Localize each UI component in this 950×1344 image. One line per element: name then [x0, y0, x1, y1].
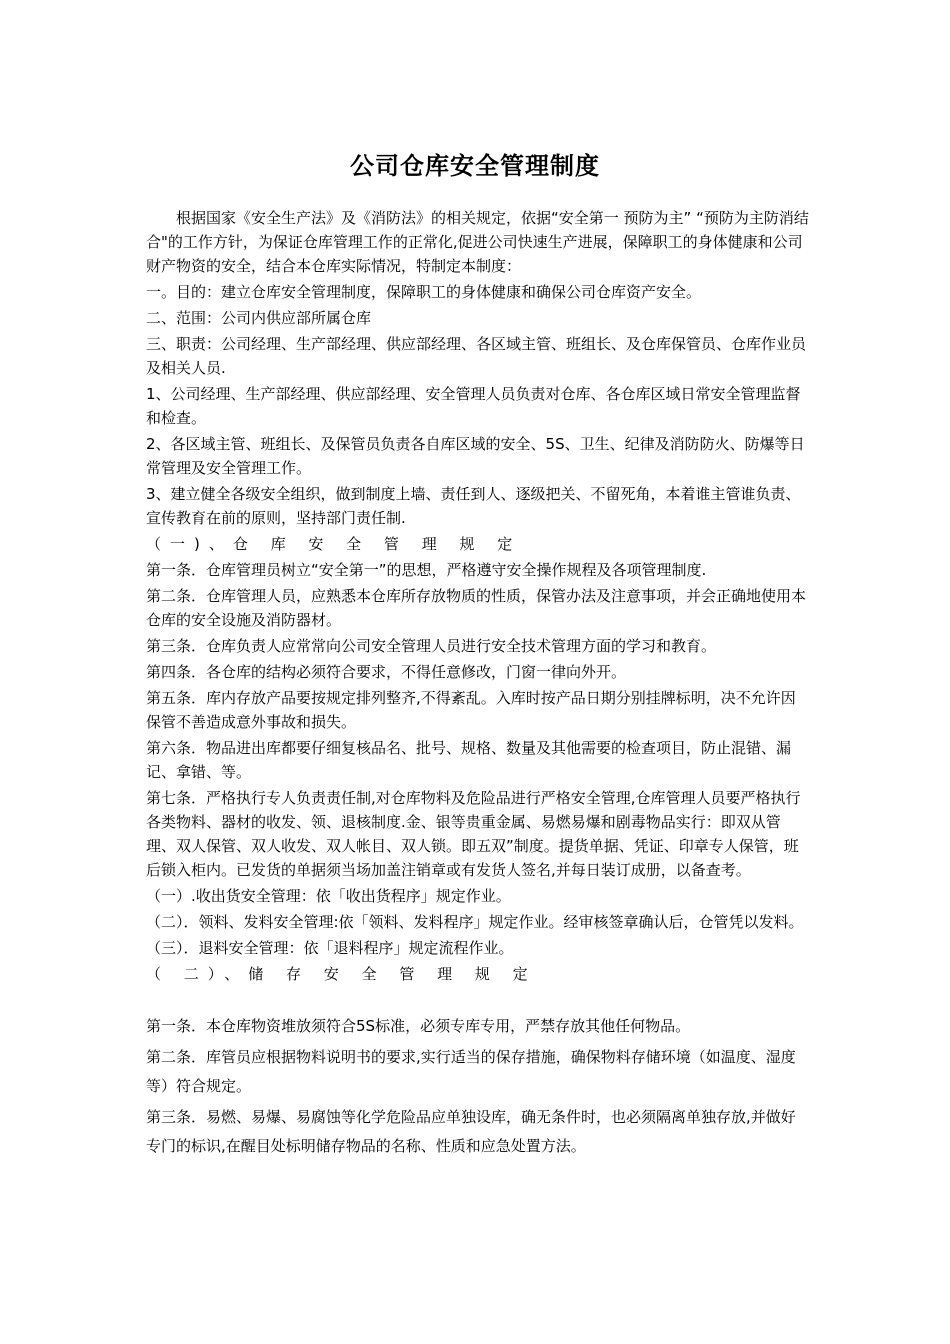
sub-item-1: （一）.收出货安全管理：依「收出货程序」规定作业。 [146, 887, 511, 905]
document-title: 公司仓库安全管理制度 [350, 152, 600, 180]
purpose-paragraph: 一。目的：建立仓库安全管理制度，保障职工的身体健康和确保公司仓库资产安全。 [146, 283, 702, 301]
sub-item-3: （三）．退料安全管理：依「退料程序」规定流程作业。 [146, 939, 514, 957]
intro-paragraph: 根据国家《安全生产法》及《消防法》的相关规定，依据“安全第一 预防为主” “预防为主防消结合"的工作方针，为保证仓库管理工作的正常化,促进公司快速生产进展，保障职工的身体健康和公司财产物资的安全，结合本仓库实际情况，特制定本制度： [146, 209, 809, 275]
scope-paragraph: 二、范围：公司内供应部所属仓库 [146, 309, 372, 327]
article-6: 第六条．物品进出库都要仔细复核品名、批号、规格、数量及其他需要的检查项目，防止混错、漏记、拿错、等。 [146, 739, 792, 781]
article-2: 第二条．仓库管理人员，应熟悉本仓库所存放物质的性质，保管办法及注意事项，并会正确地使用本仓库的安全设施及消防器材。 [146, 587, 807, 629]
storage-article-2: 第二条．库管员应根据物料说明书的要求,实行适当的保存措施，确保物料存储环境（如温度、湿度等）符合规定。 [146, 1048, 796, 1095]
article-7: 第七条．严格执行专人负责责任制,对仓库物料及危险品进行严格安全管理,仓库管理人员要严格执行各类物料、器材的收发、领、退核制度.金、银等贵重金属、易燃易爆和剧毒物品实行：即双从管理、双人保管、双人收发、双人帐目、双人锁。即五双”制度。提货单据、凭证、印章专人保管，班后锁入柜内。已发货的单据须当场加盖注销章或有发货人签名,并每日装订成册，以备查考。 [146, 789, 801, 879]
storage-article-3: 第三条．易燃、易爆、易腐蚀等化学危险品应单独设库，确无条件时，也必须隔离单独存放,并做好专门的标识,在醒目处标明储存物品的名称、性质和应急处置方法。 [146, 1108, 796, 1155]
section-heading-1: （一)、仓 库 安 全 管 理 规 定 [146, 535, 522, 553]
article-1: 第一条．仓库管理员树立“安全第一”的思想，严格遵守安全操作规程及各项管理制度. [146, 561, 707, 579]
article-3: 第三条．仓库负责人应常常向公司安全管理人员进行安全技术管理方面的学习和教育。 [146, 637, 717, 655]
document-body [146, 206, 810, 1163]
duty-item-2: 2、各区域主管、班组长、及保管员负责各自库区域的安全、5S、卫生、纪律及消防防火、防爆等日常管理及安全管理工作。 [146, 435, 805, 477]
duties-paragraph: 三、职责：公司经理、生产部经理、供应部经理、各区域主管、班组长、及仓库保管员、仓库作业员及相关人员. [146, 335, 807, 377]
sub-item-2: （二）．领料、发料安全管理:依「领料、发料程序」规定作业。经审核签章确认后，仓管凭以发料。 [146, 913, 804, 931]
storage-article-1: 第一条．本仓库物资堆放须符合5S标准，必须专库专用，严禁存放其他任何物品。 [146, 1017, 691, 1035]
duty-item-3: 3、建立健全各级安全组织，做到制度上墙、责任到人、逐级把关、不留死角，本着谁主管谁负责、宣传教育在前的原则，坚持部门责任制. [146, 485, 801, 527]
section-heading-2: （ 二）、储 存 安 全 管 理 规 定 [146, 965, 537, 983]
duty-item-1: 1、公司经理、生产部经理、供应部经理、安全管理人员负责对仓库、各仓库区域日常安全管理监督和检查。 [146, 385, 801, 427]
article-5: 第五条．库内存放产品要按规定排列整齐,不得紊乱。入库时按产品日期分别挂牌标明，决不允许因保管不善造成意外事故和损失。 [146, 689, 796, 731]
article-4: 第四条．各仓库的结构必须符合要求，不得任意修改，门窗一律向外开。 [146, 663, 627, 681]
